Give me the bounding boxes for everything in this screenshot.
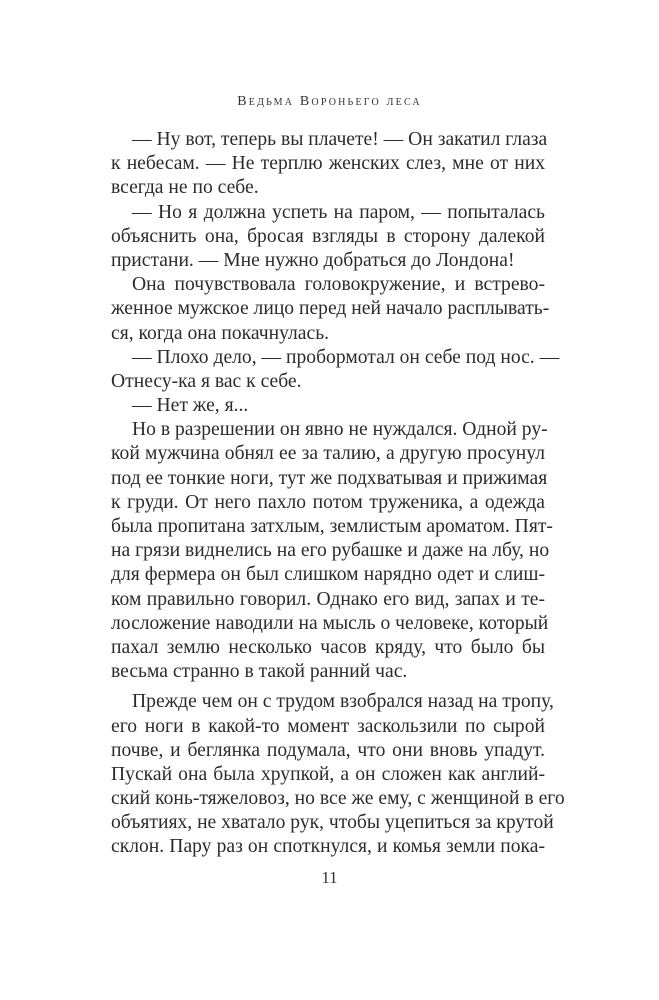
text-line: его ноги в какой-то момент заскользили по сырой: [111, 715, 545, 737]
text-line: склон. Пару раз он споткнулся, и комья земли пока-: [111, 836, 545, 858]
text-line: под ее тонкие ноги, тут же подхватывая и прижимая: [111, 467, 548, 489]
text-line: ся, когда она покачнулась.: [111, 322, 330, 344]
text-line: пахал землю несколько часов кряду, что было бы: [111, 636, 545, 658]
text-line: — Нет же, я...: [132, 395, 249, 417]
text-line: Но в разрешении он явно не нуждался. Одной ру-: [132, 419, 548, 441]
text-line: была пропитана затхлым, землистым ароматом. Пят-: [111, 516, 553, 537]
text-line: на грязи виднелись на его рубашке и даже на лбу, но: [111, 540, 550, 562]
text-line: для фермера он был слишком нарядно одет и слиш-: [111, 564, 545, 586]
text-line: Пускай она была хрупкой, а он сложен как англий-: [111, 763, 545, 785]
page-number: 11: [321, 868, 338, 887]
text-line: Прежде чем он с трудом взобрался назад на тропу,: [132, 691, 554, 713]
body-text: [111, 128, 565, 860]
text-line: женное мужское лицо перед ней начало расплывать-: [111, 298, 550, 320]
text-line: кой мужчина обнял ее за талию, а другую просунул: [111, 443, 545, 465]
text-line: весьма странно в такой ранний час.: [111, 661, 408, 683]
text-line: ский конь-тяжеловоз, но все же ему, с женщиной в его: [111, 788, 565, 810]
text-line: лосложение наводили на мысль о человеке, который: [111, 612, 549, 634]
text-line: ком правильно говорил. Однако его вид, запах и те-: [111, 588, 545, 610]
text-line: к небесам. — Не терплю женских слез, мне от них: [111, 153, 545, 175]
text-line: к груди. От него пахло потом труженика, а одежда: [111, 491, 545, 513]
text-line: почве, и беглянка подумала, что они вновь упадут.: [111, 739, 545, 761]
text-line: пристани. — Мне нужно добраться до Лондона!: [111, 249, 515, 271]
text-line: — Ну вот, теперь вы плачете! — Он закатил глаза: [132, 129, 548, 150]
running-head-title: Ведьма Вороньего леса: [237, 94, 422, 109]
text-line: объятиях, не хватало рук, чтобы уцепиться за крутой: [111, 812, 554, 834]
text-line: — Плохо дело, — пробормотал он себе под нос. —: [132, 346, 560, 368]
text-line: Она почувствовала головокружение, и встрево-: [132, 274, 545, 296]
text-line: Отнесу-ка я вас к себе.: [111, 370, 302, 392]
text-line: всегда не по себе.: [111, 177, 259, 199]
text-line: объяснить она, бросая взгляды в сторону далекой: [111, 225, 545, 247]
text-line: — Но я должна успеть на паром, — попыталась: [132, 201, 545, 223]
